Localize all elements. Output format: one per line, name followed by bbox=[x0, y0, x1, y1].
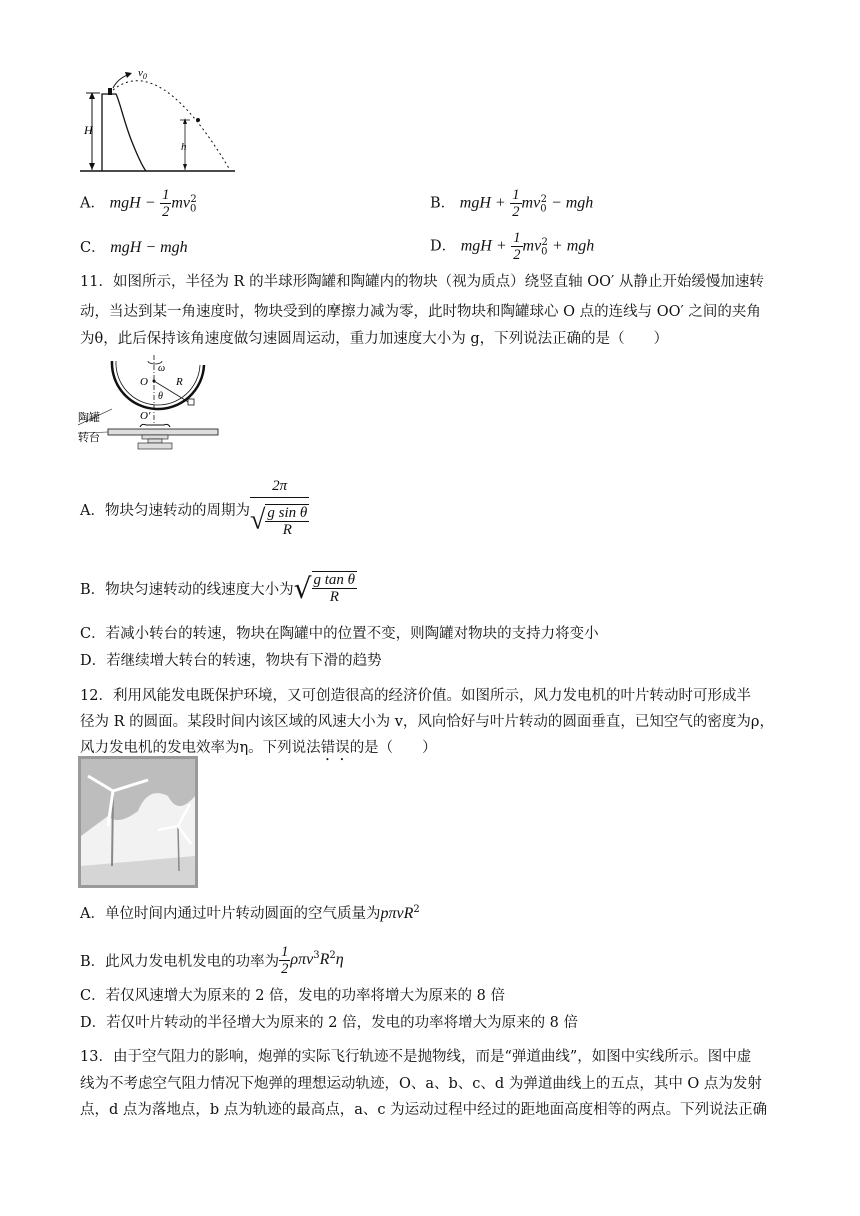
q12-line-1: 12．利用风能发电既保护环境，又可创造很高的经济价值。如图所示，风力发电机的叶片转动时可形成半 bbox=[80, 688, 751, 704]
q11-option-b: B．物块匀速转动的线速度大小为 √ $\frac{\text{g tan θ}}{R}$ bbox=[80, 571, 356, 605]
wind-turbine-photo bbox=[78, 756, 198, 888]
svg-text:陶罐: 陶罐 bbox=[78, 412, 100, 424]
q11-line-3: 为θ，此后保持该角速度做匀速圆周运动，重力加速度大小为 g，下列说法正确的是（ ） bbox=[80, 331, 669, 347]
projectile-figure bbox=[80, 62, 240, 177]
pot-turntable-figure bbox=[78, 353, 248, 465]
q13-line-3: 点，d 点为落地点，b 点为轨迹的最高点，a、c 为运动过程中经过的距地面高度相等的两点。下列说法正确 bbox=[80, 1102, 768, 1118]
q11-line-1: 11．如图所示，半径为 R 的半球形陶罐和陶罐内的物块（视为质点）绕竖直轴 OO′ 从静止开始缓慢加速转 bbox=[80, 274, 764, 290]
q13-line-2: 线为不考虑空气阻力情况下炮弹的理想运动轨迹，O、a、b、c、d 为弹道曲线上的五点，其中 O 点为发射 bbox=[80, 1076, 762, 1092]
q12-line-2: 径为 R 的圆面。某段时间内该区域的风速大小为 v，风向恰好与叶片转动的圆面垂直，已知空气的密度为ρ， bbox=[80, 714, 774, 730]
q12-option-a: A．单位时间内通过叶片转动圆面的空气质量为pπvR$^2$ bbox=[80, 904, 420, 922]
q12-option-b: B．此风力发电机发电的功率为 $\frac{1}{2}$ ρπv $^3$ R $^2$ η bbox=[80, 943, 344, 977]
svg-text:ω: ω bbox=[158, 363, 166, 374]
q12-option-d: D．若仅叶片转动的半径增大为原来的 2 倍，发电的功率将增大为原来的 8 倍 bbox=[80, 1015, 579, 1031]
q10-option-b: B． mgH + $\frac{1}{2}$ $mv_0^2$ − mgh bbox=[430, 187, 594, 220]
svg-text:θ: θ bbox=[158, 391, 163, 402]
q10-option-a: A． mgH − $\frac{1}{2}$ $mv_0^2$ bbox=[80, 187, 197, 220]
q12-option-c: C．若仅风速增大为原来的 2 倍，发电的功率将增大为原来的 8 倍 bbox=[80, 988, 505, 1004]
svg-text:O′: O′ bbox=[140, 410, 151, 422]
q11-option-a: A．物块匀速转动的周期为 2π √ $\frac{\text{g sin θ}}{R}$ bbox=[80, 474, 309, 544]
svg-text:O: O bbox=[140, 376, 148, 388]
svg-text:R: R bbox=[176, 376, 183, 388]
label-v0: v bbox=[138, 67, 143, 79]
label-H: H bbox=[84, 123, 93, 137]
svg-text:v0 bbox=[138, 67, 147, 81]
q11-option-c: C．若减小转台的转速，物块在陶罐中的位置不变，则陶罐对物块的支持力将变小 bbox=[80, 626, 599, 642]
q13-line-1: 13．由于空气阻力的影响，炮弹的实际飞行轨迹不是抛物线，而是“弹道曲线”，如图中实线所示。图中虚 bbox=[80, 1049, 752, 1065]
q12-line-3: 风力发电机的发电效率为η。下列说法错误的是（ ） bbox=[80, 740, 437, 756]
q10-option-c: C． mgH − mgh bbox=[80, 239, 188, 256]
q10-option-d: D． mgH + $\frac{1}{2}$ $mv_0^2$ + mgh bbox=[430, 230, 595, 263]
label-h: h bbox=[181, 141, 187, 153]
q11-line-2: 动，当达到某一角速度时，物块受到的摩擦力减为零，此时物块和陶罐球心 O 点的连线与 OO′ 之间的夹角 bbox=[80, 304, 761, 320]
label-v0-sub: 0 bbox=[142, 72, 147, 81]
q11-option-d: D．若继续增大转台的转速，物块有下滑的趋势 bbox=[80, 653, 382, 669]
svg-text:转台: 转台 bbox=[78, 432, 100, 444]
